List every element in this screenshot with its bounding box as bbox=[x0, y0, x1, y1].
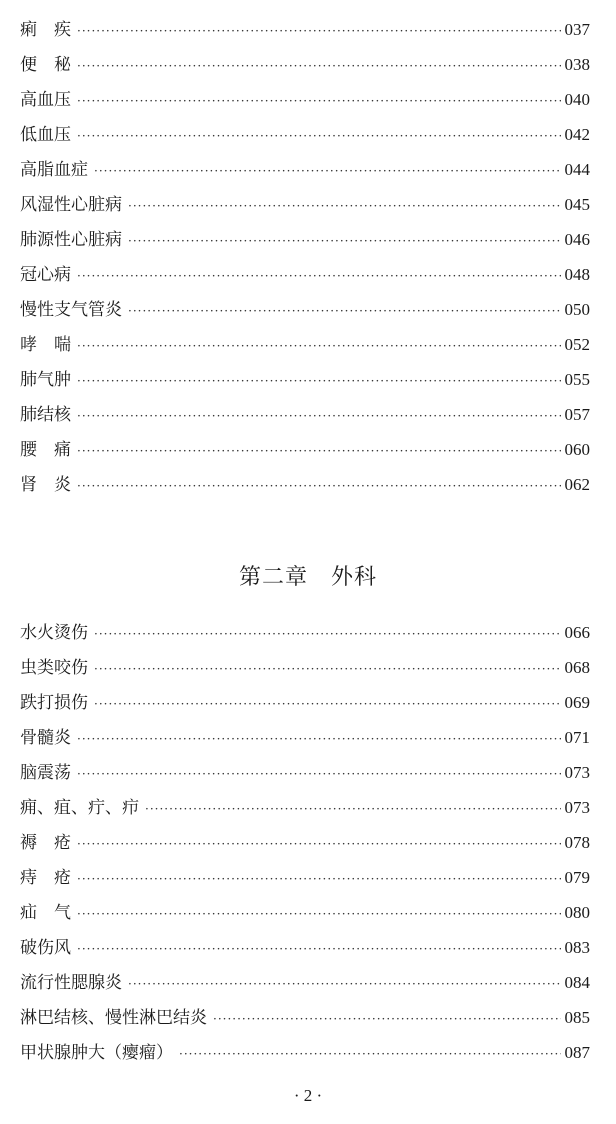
chapter-heading: 第二章 外科 bbox=[238, 565, 377, 590]
toc-entry bbox=[20, 467, 590, 502]
toc-entry-title: 疝 气 bbox=[20, 903, 71, 923]
toc-entry bbox=[20, 397, 590, 432]
toc-entry-page: 087 bbox=[564, 1043, 590, 1062]
toc-entry-title: 高脂血症 bbox=[20, 160, 88, 180]
toc-entry bbox=[20, 362, 590, 397]
toc-entry bbox=[20, 615, 590, 650]
toc-entry bbox=[20, 860, 590, 895]
toc-entry-page: 068 bbox=[564, 658, 590, 677]
dot-leader bbox=[77, 827, 561, 862]
toc-entry-title: 甲状腺肿大（瘿瘤） bbox=[20, 1043, 173, 1063]
dot-leader bbox=[77, 329, 561, 364]
dot-leader bbox=[77, 399, 561, 434]
toc-entry-page: 071 bbox=[564, 728, 590, 747]
dot-leader bbox=[213, 1002, 561, 1037]
toc-entry-page: 038 bbox=[564, 55, 590, 74]
toc-entry bbox=[20, 187, 590, 222]
dot-leader bbox=[77, 434, 561, 469]
toc-entry bbox=[20, 432, 590, 467]
toc-entry-title: 肺源性心脏病 bbox=[20, 230, 122, 250]
toc-entry-title: 水火烫伤 bbox=[20, 623, 88, 643]
dot-leader bbox=[77, 259, 561, 294]
toc-entry-page: 042 bbox=[564, 125, 590, 144]
dot-leader bbox=[145, 792, 561, 827]
toc-entry-page: 057 bbox=[564, 405, 590, 424]
toc-entry-page: 040 bbox=[564, 90, 590, 109]
toc-entry-page: 085 bbox=[564, 1008, 590, 1027]
dot-leader bbox=[128, 189, 561, 224]
toc-entry-title: 痢 疾 bbox=[20, 20, 71, 40]
dot-leader bbox=[94, 154, 561, 189]
toc-entry bbox=[20, 47, 590, 82]
toc-entry-page: 062 bbox=[564, 475, 590, 494]
toc-entry-page: 037 bbox=[564, 20, 590, 39]
toc-entry-title: 破伤风 bbox=[20, 938, 71, 958]
toc-entry bbox=[20, 720, 590, 755]
dot-leader bbox=[77, 14, 561, 49]
toc-entry-title: 腰 痛 bbox=[20, 440, 71, 460]
dot-leader bbox=[77, 469, 561, 504]
toc-entry-page: 069 bbox=[564, 693, 590, 712]
toc-entry-page: 084 bbox=[564, 973, 590, 992]
toc-entry-page: 044 bbox=[564, 160, 590, 179]
toc-entry bbox=[20, 965, 590, 1000]
dot-leader bbox=[77, 897, 561, 932]
dot-leader bbox=[77, 119, 561, 154]
dot-leader bbox=[77, 722, 561, 757]
toc-entry-title: 慢性支气管炎 bbox=[20, 300, 122, 320]
dot-leader bbox=[94, 617, 561, 652]
toc-entry bbox=[20, 685, 590, 720]
toc-list-surgery bbox=[20, 615, 590, 1070]
page-number: · 2 · bbox=[293, 1086, 323, 1105]
toc-entry-page: 078 bbox=[564, 833, 590, 852]
toc-entry-title: 脑震荡 bbox=[20, 763, 71, 783]
toc-entry-page: 050 bbox=[564, 300, 590, 319]
dot-leader bbox=[77, 757, 561, 792]
toc-entry-title: 肺结核 bbox=[20, 405, 71, 425]
toc-entry-page: 083 bbox=[564, 938, 590, 957]
toc-entry bbox=[20, 257, 590, 292]
toc-entry-title: 便 秘 bbox=[20, 55, 71, 75]
toc-entry-title: 高血压 bbox=[20, 90, 71, 110]
toc-entry bbox=[20, 117, 590, 152]
toc-entry-title: 淋巴结核、慢性淋巴结炎 bbox=[20, 1008, 207, 1028]
toc-entry-title: 流行性腮腺炎 bbox=[20, 973, 122, 993]
toc-entry bbox=[20, 152, 590, 187]
toc-entry bbox=[20, 790, 590, 825]
toc-entry bbox=[20, 1000, 590, 1035]
dot-leader bbox=[77, 49, 561, 84]
toc-entry-title: 痔 疮 bbox=[20, 868, 71, 888]
toc-entry-title: 哮 喘 bbox=[20, 335, 71, 355]
toc-entry bbox=[20, 650, 590, 685]
dot-leader bbox=[77, 932, 561, 967]
toc-entry-title: 低血压 bbox=[20, 125, 71, 145]
toc-entry bbox=[20, 292, 590, 327]
dot-leader bbox=[128, 294, 561, 329]
toc-entry-page: 060 bbox=[564, 440, 590, 459]
toc-entry-title: 虫类咬伤 bbox=[20, 658, 88, 678]
toc-entry bbox=[20, 327, 590, 362]
toc-entry-page: 048 bbox=[564, 265, 590, 284]
dot-leader bbox=[77, 862, 561, 897]
toc-entry-page: 052 bbox=[564, 335, 590, 354]
toc-list-internal-medicine bbox=[20, 12, 590, 502]
toc-entry-page: 055 bbox=[564, 370, 590, 389]
toc-entry-page: 079 bbox=[564, 868, 590, 887]
dot-leader bbox=[94, 652, 561, 687]
dot-leader bbox=[94, 687, 561, 722]
toc-entry-title: 肺气肿 bbox=[20, 370, 71, 390]
toc-entry-page: 045 bbox=[564, 195, 590, 214]
dot-leader bbox=[128, 967, 561, 1002]
dot-leader bbox=[77, 84, 561, 119]
toc-entry-title: 跌打损伤 bbox=[20, 693, 88, 713]
toc-entry bbox=[20, 222, 590, 257]
toc-entry-page: 073 bbox=[564, 763, 590, 782]
toc-entry bbox=[20, 930, 590, 965]
toc-entry-page: 073 bbox=[564, 798, 590, 817]
toc-entry-title: 肾 炎 bbox=[20, 475, 71, 495]
toc-entry bbox=[20, 12, 590, 47]
dot-leader bbox=[77, 364, 561, 399]
toc-entry-title: 冠心病 bbox=[20, 265, 71, 285]
toc-entry-page: 066 bbox=[564, 623, 590, 642]
toc-entry bbox=[20, 1035, 590, 1070]
toc-entry-title: 痈、疽、疔、疖 bbox=[20, 798, 139, 818]
toc-entry bbox=[20, 895, 590, 930]
dot-leader bbox=[128, 224, 561, 259]
dot-leader bbox=[179, 1037, 561, 1072]
toc-entry bbox=[20, 82, 590, 117]
toc-entry-title: 褥 疮 bbox=[20, 833, 71, 853]
toc-entry-page: 046 bbox=[564, 230, 590, 249]
toc-entry bbox=[20, 825, 590, 860]
toc-entry-title: 风湿性心脏病 bbox=[20, 195, 122, 215]
toc-entry-page: 080 bbox=[564, 903, 590, 922]
toc-entry bbox=[20, 755, 590, 790]
toc-entry-title: 骨髓炎 bbox=[20, 728, 71, 748]
